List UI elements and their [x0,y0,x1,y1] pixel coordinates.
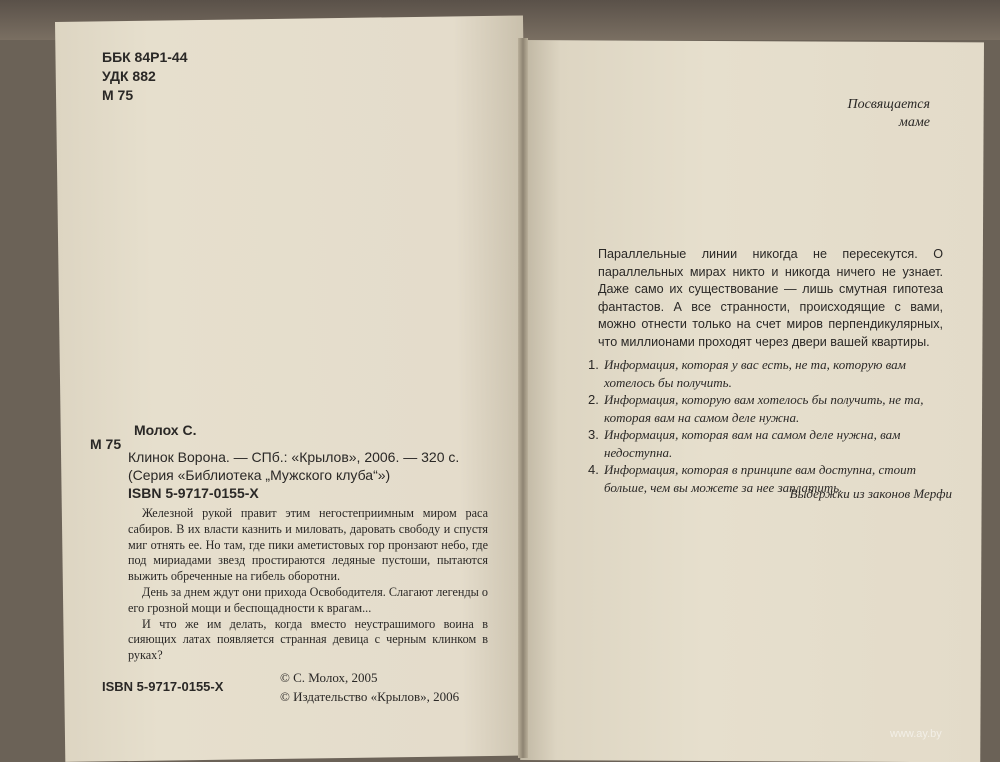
classification-codes [102,48,188,105]
abstract [128,506,488,664]
abstract-paragraph: Железной рукой правит этим негостеприимным миром раса сабиров. В их власти казнить и миловать, даровать свободу и спустя миг отнять ее. Но там, где пики аметистовых гор пронзают небо, где под мириадами звезд простираются ледяные пустоши, пытаются выжить обреченные на гибель оборотни. [128,506,488,584]
book-spine [518,38,528,758]
isbn: ISBN 5-9717-0155-X [102,679,224,694]
udk-code: УДК 882 [102,68,156,84]
dedication-line: Посвящается [847,97,930,112]
law-number: 1. [588,357,599,372]
epigraph-attribution: Выдержки из законов Мерфи [789,486,952,501]
abstract-paragraph: И что же им делать, когда вместо неустрашимого воина в сияющих латах появляется странная девица с черным клинком в руках? [128,616,488,663]
list-item [588,356,948,391]
copyright-publisher: © Издательство «Крылов», 2006 [280,689,460,704]
law-number: 4. [588,462,599,477]
dedication-line: маме [898,115,930,130]
law-number: 2. [588,392,599,407]
murphy-laws-list [588,356,948,496]
copyright [280,668,459,706]
law-text: Информация, которую вам хотелось бы получить, не та, которая вам на самом деле нужна. [604,392,924,425]
watermark: www.ay.by [890,728,942,740]
title-line: Клинок Ворона. — СПб.: «Крылов», 2006. — 320 с. [128,449,460,465]
series-line: (Серия «Библиотека „Мужского клуба“») [128,467,391,483]
author-mark: М 75 [102,87,134,103]
copyright-author: © С. Молох, 2005 [280,670,378,685]
dedication [770,96,930,132]
list-item [588,426,948,461]
catalog-code: М 75 [90,436,122,452]
law-text: Информация, которая у вас есть, не та, которую вам хотелось бы получить. [604,357,906,390]
bbk-code: ББК 84Р1-44 [102,49,188,65]
author-name: Молох С. [134,422,197,438]
bibliographic-record [128,448,508,502]
epigraph: Параллельные линии никогда не пересекутся. О параллельных мирах никто и никогда ничего не узнает. Даже само их существование — лишь смутная гипотеза фантастов. А все странности, происходящие с вами, можно отнести только на счет миров перпендикулярных, что миллионами проходят через двери вашей квартиры. [598,247,943,349]
list-item [588,391,948,426]
law-text: Информация, которая вам на самом деле нужна, вам недоступна. [604,427,901,460]
isbn-line: ISBN 5-9717-0155-X [128,485,259,501]
law-number: 3. [588,427,599,442]
law-text: Информация, которая в принципе вам доступна, стоит больше, чем вы можете за нее заплатить. [604,462,916,495]
abstract-paragraph: День за днем ждут они прихода Освободителя. Слагают легенды о его грозной мощи и беспощадности к врагам... [128,584,488,615]
